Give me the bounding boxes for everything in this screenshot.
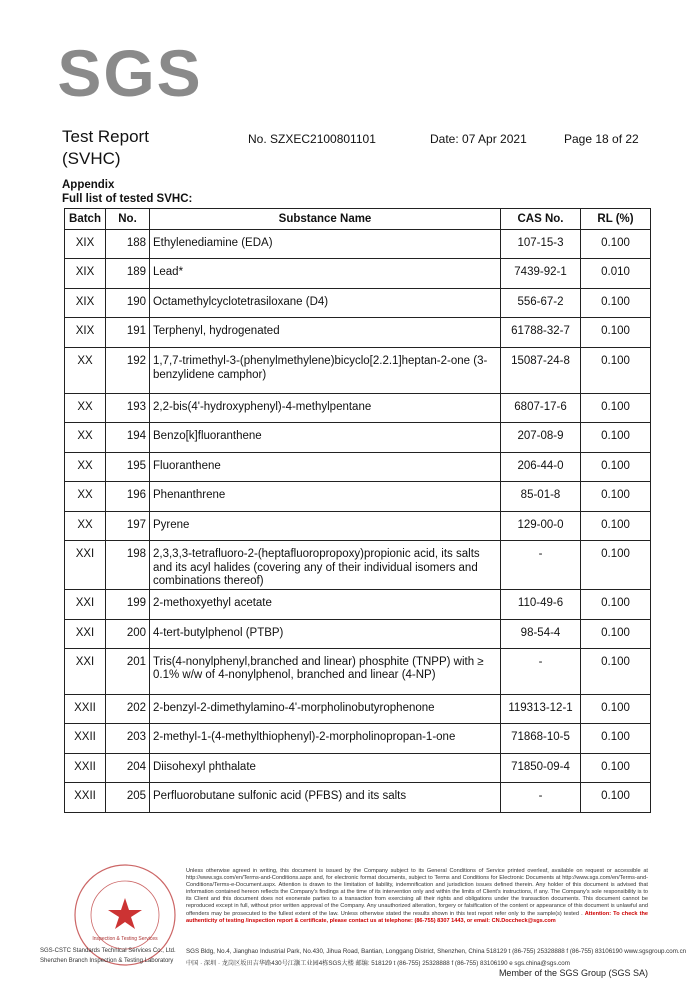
number-cell: 191 [106,318,150,348]
number-cell: 188 [106,230,150,259]
seal-center-text: Inspection & Testing Services [92,936,158,942]
stamp-caption-2: Shenzhen Branch Inspection & Testing Laboratory [40,958,174,964]
table-row [65,512,651,541]
number-cell: 202 [106,694,150,723]
report-title-line1: Test Report [62,127,149,146]
batch-cell: XXII [65,782,106,812]
batch-cell: XX [65,394,106,423]
cas-number-cell: 98-54-4 [501,619,581,648]
rl-cell: 0.100 [581,289,651,318]
cas-number-cell: 556-67-2 [501,289,581,318]
rl-cell: 0.100 [581,648,651,694]
substance-name-cell: Ethylenediamine (EDA) [150,230,501,259]
rl-cell: 0.100 [581,230,651,259]
member-line: Member of the SGS Group (SGS SA) [498,968,648,978]
col-header-batch: Batch [65,209,106,230]
number-cell: 203 [106,723,150,753]
number-cell: 204 [106,753,150,782]
substance-name-cell: 2,2-bis(4'-hydroxyphenyl)-4-methylpentane [150,394,501,423]
cas-number-cell: 61788-32-7 [501,318,581,348]
number-cell: 192 [106,348,150,394]
rl-cell: 0.100 [581,512,651,541]
cas-number-cell: 71850-09-4 [501,753,581,782]
table-row [65,230,651,259]
substance-name-cell: 4-tert-butylphenol (PTBP) [150,619,501,648]
batch-cell: XXI [65,619,106,648]
table-row [65,423,651,453]
report-title [62,126,149,170]
substance-name-cell: Lead* [150,259,501,289]
disclaimer-text: Unless otherwise agreed in writing, this document is issued by the Company subject to its General Conditions of Service printed overleaf, available on request or accessible at http://www.sgs.com/en/Terms-and-Conditions.aspx and, for electronic format documents, subject to Terms and Conditions for Electronic Documents at http://www.sgs.com/en/Terms-and-Conditions/Terms-e-Document.aspx. Attention is drawn to the limitation of liability, indemnification and jurisdiction issues defined therein. Any holder of this document is advised that information contained hereon reflects the Company's findings at the time of its intervention only and within the limits of Client's instructions, if any. The Company's sole responsibility is to its Client and this document does not exonerate parties to a transaction from exercising all their rights and obligations under the transaction documents. This document cannot be reproduced except in full, without prior written approval of the Company. Any unauthorized alteration, forgery or falsification of the content or appearance of this document is unlawful and offenders may be prosecuted to the fullest extent of the law. Unless otherwise stated the results shown in this test report refer only to the sample(s) tested . [186,868,648,917]
col-header-rl: RL (%) [581,209,651,230]
table-row [65,289,651,318]
number-cell: 194 [106,423,150,453]
rl-cell: 0.100 [581,453,651,482]
table-row [65,648,651,694]
number-cell: 189 [106,259,150,289]
substance-name-cell: 1,7,7-trimethyl-3-(phenylmethylene)bicyclo[2.2.1]heptan-2-one (3-benzylidene camphor) [150,348,501,394]
cas-number-cell: 15087-24-8 [501,348,581,394]
sgs-logo-text: SGS [57,36,203,110]
table-row [65,619,651,648]
rl-cell: 0.100 [581,782,651,812]
number-cell: 201 [106,648,150,694]
batch-cell: XXI [65,589,106,619]
report-number: No. SZXEC2100801101 [248,132,376,146]
rl-cell: 0.100 [581,482,651,512]
substance-name-cell: Octamethylcyclotetrasiloxane (D4) [150,289,501,318]
cas-number-cell: 129-00-0 [501,512,581,541]
rl-cell: 0.100 [581,348,651,394]
rl-cell: 0.100 [581,723,651,753]
col-header-no: No. [106,209,150,230]
table-row [65,589,651,619]
cas-number-cell: 119313-12-1 [501,694,581,723]
substance-name-cell: Terphenyl, hydrogenated [150,318,501,348]
batch-cell: XX [65,348,106,394]
number-cell: 205 [106,782,150,812]
substance-name-cell: Phenanthrene [150,482,501,512]
table-header-row [65,209,651,230]
svhc-table [64,208,651,813]
batch-cell: XXII [65,723,106,753]
substance-name-cell: Benzo[k]fluoranthene [150,423,501,453]
substance-name-cell: 2,3,3,3-tetrafluoro-2-(heptafluoropropoxy)propionic acid, its salts and its acyl halides (covering any of their individual isomers and combinations thereof) [150,541,501,590]
substance-name-cell: 2-benzyl-2-dimethylamino-4'-morpholinobutyrophenone [150,694,501,723]
substance-name-cell: Fluoranthene [150,453,501,482]
rl-cell: 0.100 [581,541,651,590]
table-row [65,259,651,289]
rl-cell: 0.100 [581,753,651,782]
number-cell: 197 [106,512,150,541]
number-cell: 193 [106,394,150,423]
table-row [65,753,651,782]
list-title: Full list of tested SVHC: [62,193,193,205]
authenticity-notice: Attention: To check the authenticity of testing /inspection report & certificate, please contact us at telephone: (86-755) 8307 1443, or email: CN.Doccheck@sgs.com [186,910,648,924]
cas-number-cell: - [501,782,581,812]
cas-number-cell: 110-49-6 [501,589,581,619]
table-row [65,723,651,753]
batch-cell: XX [65,453,106,482]
rl-cell: 0.100 [581,589,651,619]
cas-number-cell: 207-08-9 [501,423,581,453]
substance-name-cell: Tris(4-nonylphenyl,branched and linear) phosphite (TNPP) with ≥ 0.1% w/w of 4-nonylphenol, branched and linear (4-NP) [150,648,501,694]
number-cell: 196 [106,482,150,512]
substance-name-cell: Pyrene [150,512,501,541]
footer-disclaimer [186,868,648,925]
appendix-label: Appendix [62,179,115,191]
number-cell: 195 [106,453,150,482]
cas-number-cell: 71868-10-5 [501,723,581,753]
address-chinese: 中国 · 深圳 · 龙岗区坂田吉华路430号江灏工业园4栋SGS大楼 邮编: 518129 t (86-755) 25328888 f (86-755) 83106190 e sgs.china@sgs.com [186,960,570,967]
page-number: Page 18 of 22 [564,132,639,146]
stamp-caption-1: SGS-CSTC Standards Technical Services Co., Ltd. [40,948,176,954]
table-row [65,394,651,423]
number-cell: 198 [106,541,150,590]
cas-number-cell: - [501,541,581,590]
substance-name-cell: 2-methoxyethyl acetate [150,589,501,619]
cas-number-cell: 6807-17-6 [501,394,581,423]
table-row [65,482,651,512]
rl-cell: 0.100 [581,423,651,453]
col-header-substance: Substance Name [150,209,501,230]
report-title-line2: (SVHC) [62,149,121,168]
address-english: SGS Bldg, No.4, Jianghao Industrial Park, No.430, Jihua Road, Bantian, Longgang District, Shenzhen, China 518129 t (86-755) 25328888 f (86-755) 83106190 www.sgsgroup.com.cn [186,948,687,955]
sgs-logo [57,36,203,110]
report-date: Date: 07 Apr 2021 [430,132,527,146]
batch-cell: XXI [65,648,106,694]
rl-cell: 0.010 [581,259,651,289]
batch-cell: XXII [65,694,106,723]
rl-cell: 0.100 [581,694,651,723]
substance-name-cell: 2-methyl-1-(4-methylthiophenyl)-2-morpholinopropan-1-one [150,723,501,753]
table-row [65,453,651,482]
batch-cell: XX [65,512,106,541]
substance-name-cell: Perfluorobutane sulfonic acid (PFBS) and its salts [150,782,501,812]
number-cell: 199 [106,589,150,619]
cas-number-cell: 7439-92-1 [501,259,581,289]
table-row [65,782,651,812]
cas-number-cell: 107-15-3 [501,230,581,259]
number-cell: 200 [106,619,150,648]
number-cell: 190 [106,289,150,318]
table-row [65,318,651,348]
batch-cell: XX [65,423,106,453]
batch-cell: XXII [65,753,106,782]
table-row [65,348,651,394]
batch-cell: XIX [65,259,106,289]
cas-number-cell: - [501,648,581,694]
table-row [65,541,651,590]
batch-cell: XIX [65,318,106,348]
col-header-cas: CAS No. [501,209,581,230]
table-row [65,694,651,723]
cas-number-cell: 85-01-8 [501,482,581,512]
rl-cell: 0.100 [581,394,651,423]
substance-name-cell: Diisohexyl phthalate [150,753,501,782]
rl-cell: 0.100 [581,318,651,348]
batch-cell: XIX [65,230,106,259]
cas-number-cell: 206-44-0 [501,453,581,482]
batch-cell: XX [65,482,106,512]
batch-cell: XXI [65,541,106,590]
batch-cell: XIX [65,289,106,318]
rl-cell: 0.100 [581,619,651,648]
